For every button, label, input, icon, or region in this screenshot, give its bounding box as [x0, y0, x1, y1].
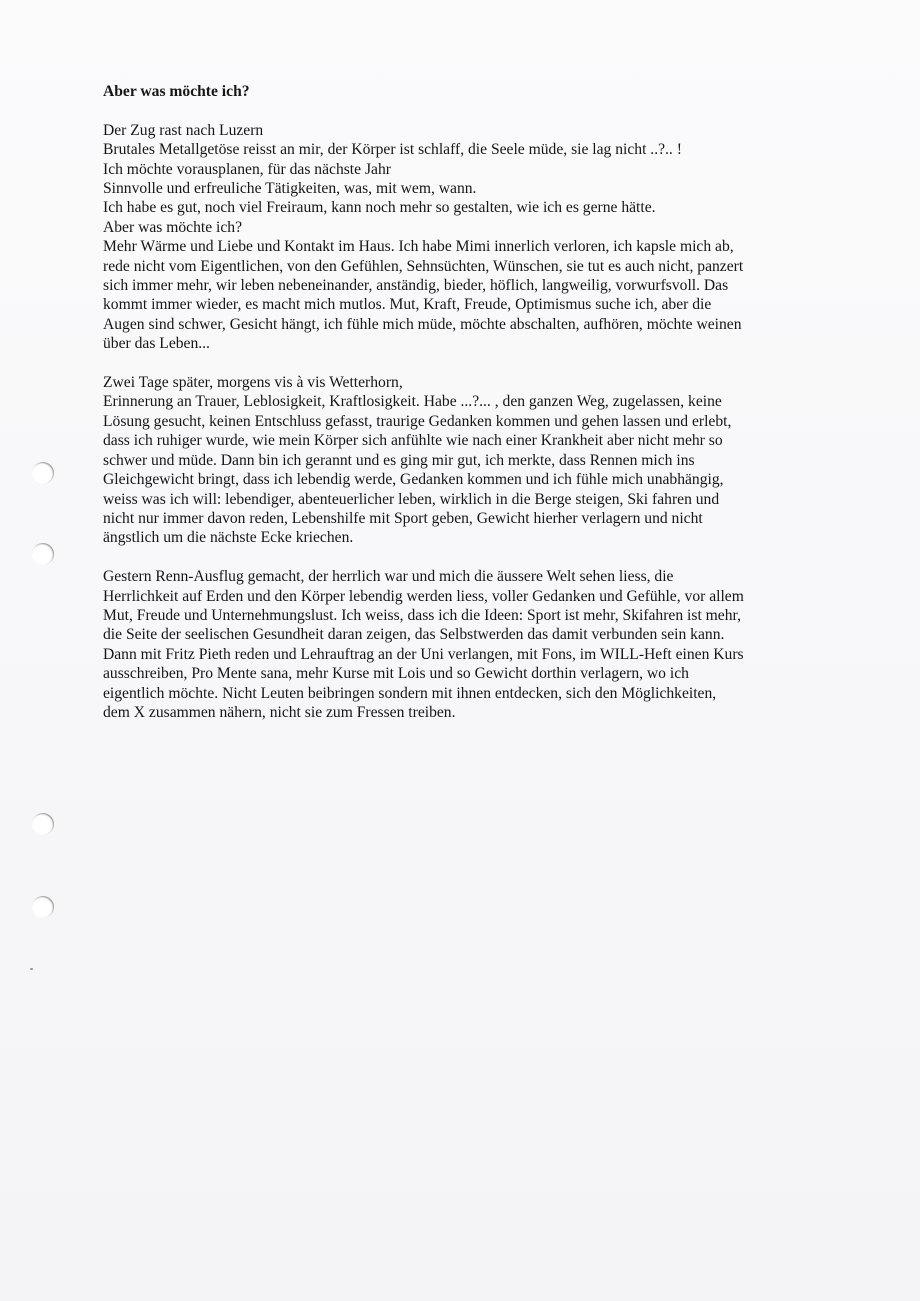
text-line: über das Leben...	[103, 335, 210, 353]
paragraph-1	[103, 121, 813, 354]
text-line: Brutales Metallgetöse reisst an mir, der Körper ist schlaff, die Seele müde, sie lag nicht ..?.. !	[103, 141, 682, 159]
text-line: sich immer mehr, wir leben nebeneinander, anständig, bieder, höflich, langweilig, vorwurfsvoll. Das	[103, 277, 729, 295]
text-line: Mehr Wärme und Liebe und Kontakt im Haus. Ich habe Mimi innerlich verloren, ich kapsle mich ab,	[103, 238, 734, 256]
text-line: weiss was ich will: lebendiger, abenteuerlicher leben, wirklich in die Berge steigen, Ski fahren und	[103, 490, 720, 508]
paragraph-2	[103, 373, 813, 548]
punch-hole	[32, 462, 54, 484]
text-line: eigentlich möchte. Nicht Leuten beibringen sondern mit ihnen entdecken, sich den Möglichkeiten,	[103, 684, 717, 702]
text-line: dass ich ruhiger wurde, wie mein Körper sich anfühlte wie nach einer Krankheit aber nicht mehr so	[103, 432, 723, 450]
text-line: rede nicht vom Eigentlichen, von den Gefühlen, Sehnsüchten, Wünschen, sie tut es auch nicht, panzert	[103, 257, 744, 275]
text-line: schwer und müde. Dann bin ich gerannt und es ging mir gut, ich merkte, dass Rennen mich ins	[103, 451, 695, 469]
text-line: Gestern Renn-Ausflug gemacht, der herrlich war und mich die äussere Welt sehen liess, die	[103, 568, 674, 586]
text-line: ausschreiben, Pro Mente sana, mehr Kurse mit Lois und so Gewicht dorthin verlagern, wo ich	[103, 665, 689, 683]
text-line: Erinnerung an Trauer, Leblosigkeit, Kraftlosigkeit. Habe ...?... , den ganzen Weg, zugelassen, keine	[103, 393, 722, 411]
text-line: die Seite der seelischen Gesundheit daran zeigen, das Selbstwerden das damit verbunden sein kann.	[103, 626, 725, 644]
text-line: dem X zusammen nähern, nicht sie zum Fressen treiben.	[103, 703, 456, 721]
text-line: Mut, Freude und Unternehmungslust. Ich weiss, dass ich die Ideen: Sport ist mehr, Skifahren ist mehr,	[103, 606, 741, 624]
punch-hole	[32, 543, 54, 565]
text-line: Aber was möchte ich?	[103, 218, 242, 236]
text-line: Lösung gesucht, keinen Entschluss gefasst, traurige Gedanken kommen und gehen lassen und erlebt,	[103, 412, 732, 430]
text-line: Zwei Tage später, morgens vis à vis Wetterhorn,	[103, 374, 403, 392]
text-line: Augen sind schwer, Gesicht hängt, ich fühle mich müde, möchte abschalten, aufhören, möchte weinen	[103, 315, 742, 333]
text-line: Dann mit Fritz Pieth reden und Lehrauftrag an der Uni verlangen, mit Fons, im WILL-Heft einen Kurs	[103, 645, 744, 663]
text-line: Der Zug rast nach Luzern	[103, 121, 264, 139]
text-line: Ich habe es gut, noch viel Freiraum, kann noch mehr so gestalten, wie ich es gerne hätte.	[103, 199, 656, 217]
text-line: kommt immer wieder, es macht mich mutlos. Mut, Kraft, Freude, Optimismus suche ich, aber die	[103, 296, 712, 314]
text-line: ängstlich um die nächste Ecke kriechen.	[103, 529, 354, 547]
paper-speck	[30, 968, 33, 970]
text-line: Gleichgewicht bringt, dass ich lebendig werde, Gedanken kommen und ich fühle mich unabhängig,	[103, 471, 724, 489]
text-line: Herrlichkeit auf Erden und den Körper lebendig werden liess, voller Gedanken und Gefühle, vor allem	[103, 587, 744, 605]
document-body	[103, 82, 813, 742]
text-line: Ich möchte vorausplanen, für das nächste Jahr	[103, 160, 391, 178]
text-line: Sinnvolle und erfreuliche Tätigkeiten, was, mit wem, wann.	[103, 180, 477, 198]
punch-hole	[32, 896, 54, 918]
paragraph-3	[103, 567, 813, 722]
document-title: Aber was möchte ich?	[103, 83, 250, 100]
punch-hole	[32, 813, 54, 835]
text-line: nicht nur immer davon reden, Lebenshilfe mit Sport geben, Gewicht hierher verlagern und nicht	[103, 509, 703, 527]
